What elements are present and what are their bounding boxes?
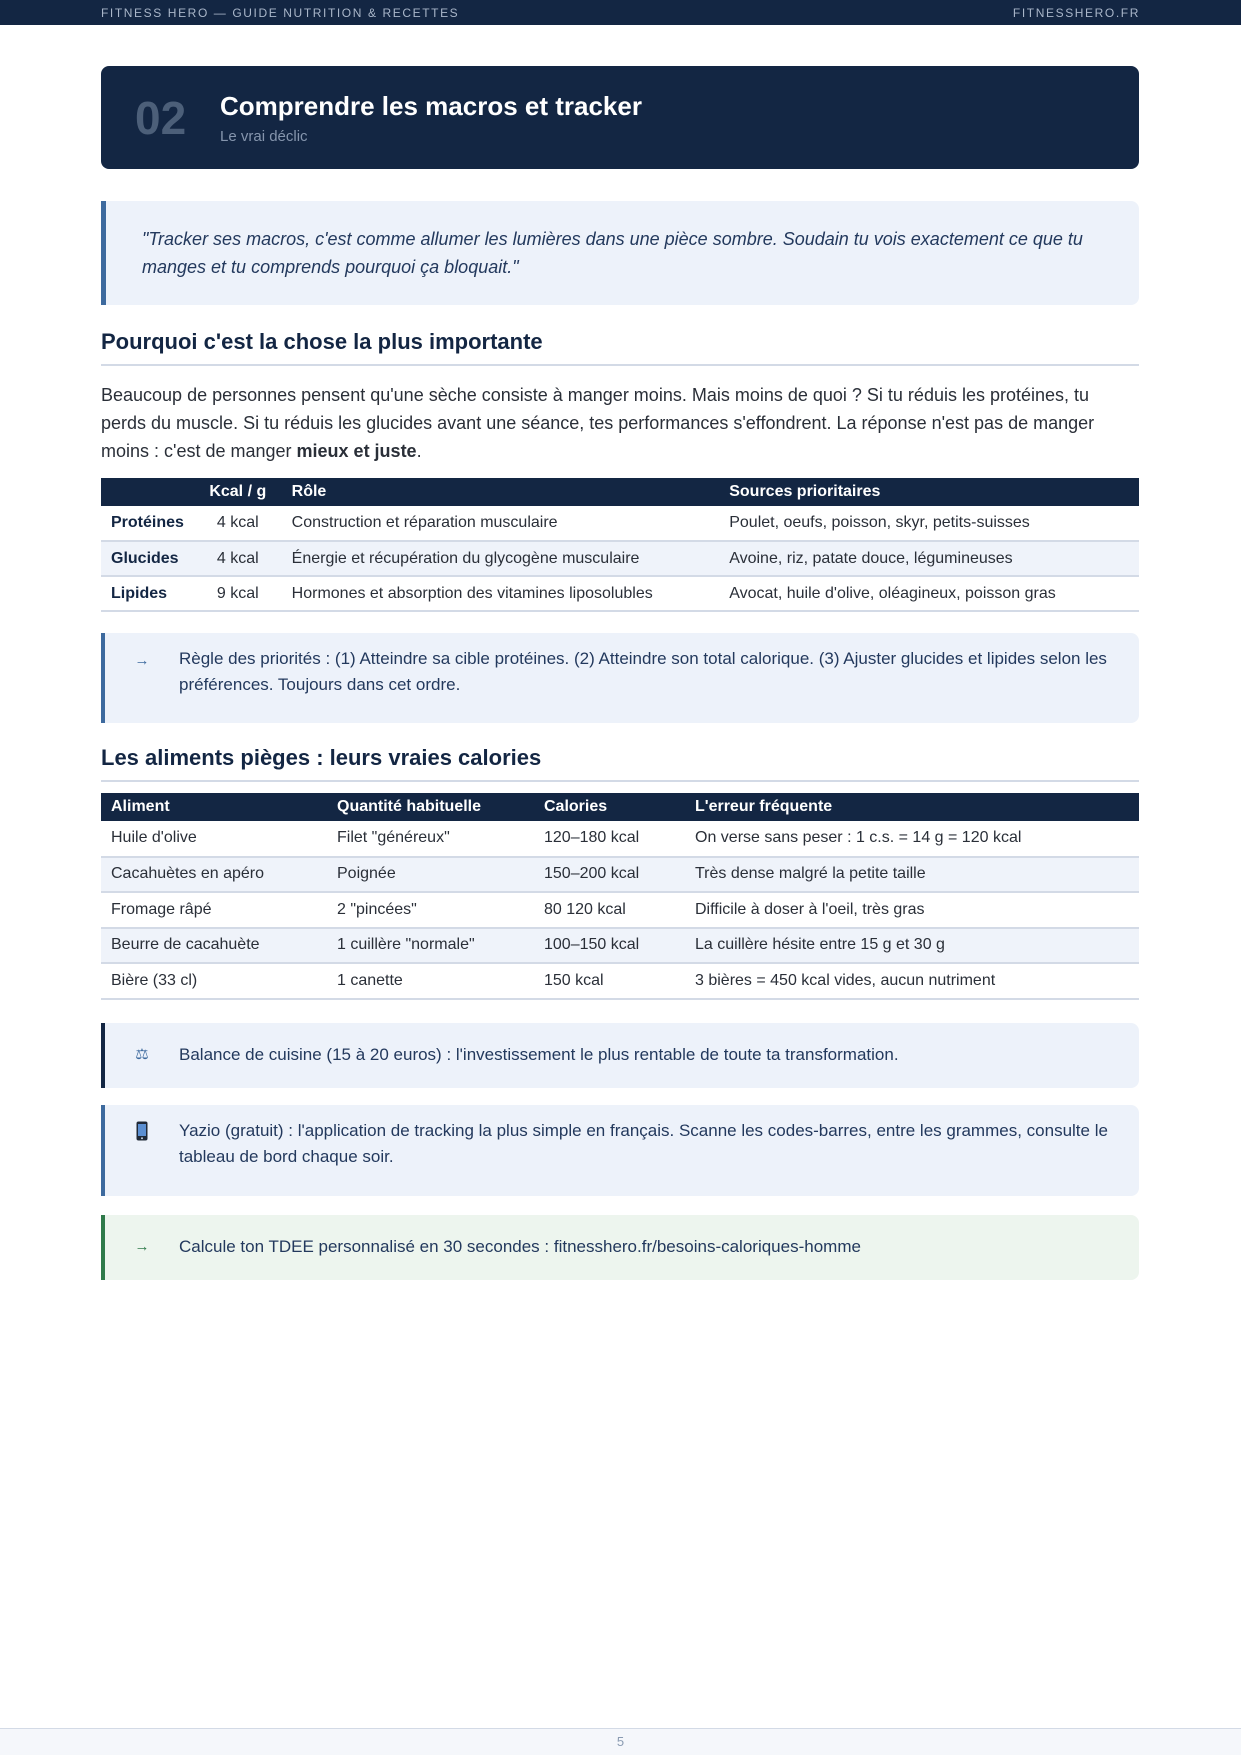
food-name: Bière (33 cl) <box>101 963 327 999</box>
food-quantity: 1 canette <box>327 963 534 999</box>
arrow-right-icon: → <box>134 652 150 669</box>
food-name: Beurre de cacahuète <box>101 928 327 964</box>
intro-paragraph <box>101 381 1139 465</box>
table-row <box>101 892 1139 928</box>
callout-text: Règle des priorités : (1) Atteindre sa cible protéines. (2) Atteindre son total calorique. (3) Ajuster glucides et lipides selon les préférences. Toujours dans cet ordre. <box>179 649 1107 694</box>
phone-icon <box>105 1118 179 1196</box>
macro-name: Glucides <box>101 541 194 576</box>
food-name: Cacahuètes en apéro <box>101 857 327 893</box>
column-header <box>101 478 194 506</box>
food-mistake: 3 bières = 450 kcal vides, aucun nutriment <box>685 963 1139 999</box>
table-row <box>101 963 1139 999</box>
pitfalls-table <box>101 793 1139 1000</box>
macro-kcal: 4 kcal <box>194 541 282 576</box>
food-quantity: 2 "pincées" <box>327 892 534 928</box>
macro-sources: Avocat, huile d'olive, oléagineux, poisson gras <box>719 576 1139 611</box>
callout-tracking-app <box>101 1105 1139 1196</box>
food-mistake: Difficile à doser à l'oeil, très gras <box>685 892 1139 928</box>
arrow-right-icon: → <box>134 1238 150 1255</box>
page-content <box>101 66 1139 1280</box>
chapter-number: 02 <box>135 91 187 144</box>
food-name: Huile d'olive <box>101 821 327 857</box>
macro-sources: Avoine, riz, patate douce, légumineuses <box>719 541 1139 576</box>
callout-tdee <box>101 1215 1139 1280</box>
paragraph-text: Beaucoup de personnes pensent qu'une sèche consiste à manger moins. Mais moins de quoi ? Si tu réduis les protéines, tu perds du muscle. Si tu réduis les glucides avant une séance, tes performances s'effondrent. La réponse n'est pas de manger moins : c'est de manger <box>101 385 1095 461</box>
table-header-row <box>101 793 1139 821</box>
page-footer <box>0 1728 1241 1755</box>
macro-kcal: 4 kcal <box>194 506 282 541</box>
header-title: FITNESS HERO — GUIDE NUTRITION & RECETTES <box>101 5 460 20</box>
table-header-row <box>101 478 1139 506</box>
table-row <box>101 506 1139 541</box>
column-header: Sources prioritaires <box>729 483 881 500</box>
macro-role: Construction et réparation musculaire <box>282 506 720 541</box>
food-mistake: La cuillère hésite entre 15 g et 30 g <box>685 928 1139 964</box>
paragraph-end: . <box>416 441 422 461</box>
section-heading-pitfalls: Les aliments pièges : leurs vraies calories <box>101 745 1139 782</box>
column-header: Kcal / g <box>209 483 267 500</box>
food-quantity: Filet "généreux" <box>327 821 534 857</box>
macro-sources: Poulet, oeufs, poisson, skyr, petits-suisses <box>719 506 1139 541</box>
chapter-heading-group <box>220 91 642 145</box>
section-heading-importance: Pourquoi c'est la chose la plus importante <box>101 329 1139 366</box>
macro-role: Énergie et récupération du glycogène musculaire <box>282 541 720 576</box>
food-mistake: On verse sans peser : 1 c.s. = 14 g = 120 kcal <box>685 821 1139 857</box>
macros-table <box>101 478 1139 612</box>
food-quantity: Poignée <box>327 857 534 893</box>
column-header: Aliment <box>111 798 170 815</box>
top-bar <box>0 0 1241 25</box>
callout-text: Balance de cuisine (15 à 20 euros) : l'investissement le plus rentable de toute ta transformation. <box>179 1045 899 1064</box>
food-calories: 150 kcal <box>534 963 685 999</box>
table-row <box>101 821 1139 857</box>
chapter-title: Comprendre les macros et tracker <box>220 90 642 121</box>
header-site: FITNESSHERO.FR <box>1012 5 1140 20</box>
food-calories: 100–150 kcal <box>534 928 685 964</box>
chapter-subtitle: Le vrai déclic <box>220 127 308 145</box>
scale-icon: ⚖ <box>135 1046 149 1063</box>
callout-kitchen-scale <box>101 1023 1139 1088</box>
page-number: 5 <box>616 1734 625 1749</box>
chapter-banner <box>101 66 1139 169</box>
callout-text: Yazio (gratuit) : l'application de tracking la plus simple en français. Scanne les codes-barres, entre les grammes, consulte le tableau de bord chaque soir. <box>179 1120 1108 1166</box>
food-calories: 120–180 kcal <box>534 821 685 857</box>
column-header: L'erreur fréquente <box>695 798 833 815</box>
table-row <box>101 857 1139 893</box>
column-header: Calories <box>544 798 608 815</box>
macro-name: Protéines <box>101 506 194 541</box>
callout-priorities <box>101 633 1139 723</box>
food-mistake: Très dense malgré la petite taille <box>685 857 1139 893</box>
table-row <box>101 576 1139 611</box>
callout-link-text[interactable]: Calcule ton TDEE personnalisé en 30 secondes : fitnesshero.fr/besoins-caloriques-homme <box>179 1237 861 1256</box>
food-calories: 80 120 kcal <box>534 892 685 928</box>
paragraph-bold: mieux et juste <box>296 441 417 461</box>
quote-block: "Tracker ses macros, c'est comme allumer les lumières dans une pièce sombre. Soudain tu vois exactement ce que tu manges et tu comprends pourquoi ça bloquait." <box>101 201 1139 305</box>
macro-kcal: 9 kcal <box>194 576 282 611</box>
column-header: Rôle <box>291 483 327 500</box>
food-quantity: 1 cuillère "normale" <box>327 928 534 964</box>
macro-name: Lipides <box>101 576 194 611</box>
table-row <box>101 541 1139 576</box>
table-row <box>101 928 1139 964</box>
food-name: Fromage râpé <box>101 892 327 928</box>
food-calories: 150–200 kcal <box>534 857 685 893</box>
column-header: Quantité habituelle <box>337 798 482 815</box>
macro-role: Hormones et absorption des vitamines liposolubles <box>282 576 720 611</box>
